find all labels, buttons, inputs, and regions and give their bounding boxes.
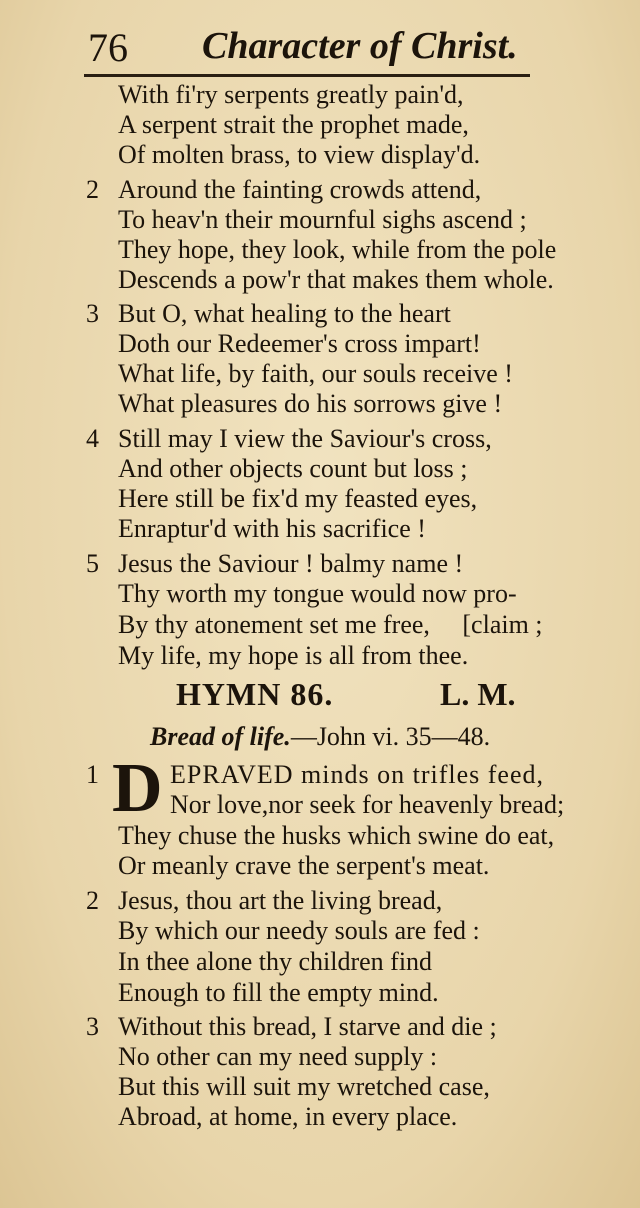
hymn-title: HYMN 86. [176, 676, 334, 712]
stanza-number: 3 [86, 1012, 99, 1041]
verse-line: Or meanly crave the serpent's meat. [118, 851, 490, 880]
verse-line: My life, my hope is all from thee. [118, 641, 469, 670]
verse-line: No other can my need supply : [118, 1042, 438, 1071]
verse-line: By thy atonement set me free, [claim ; [118, 610, 543, 639]
stanza-number: 4 [86, 424, 99, 453]
verse-line: Thy worth my tongue would now pro- [118, 579, 517, 608]
verse-line: Of molten brass, to view display'd. [118, 140, 481, 169]
verse-line: Without this bread, I starve and die ; [118, 1012, 497, 1041]
verse-line: But this will suit my wretched case, [118, 1072, 490, 1101]
verse-line: Descends a pow'r that makes them whole. [118, 265, 554, 294]
verse-line: Around the fainting crowds attend, [118, 175, 482, 204]
verse-line: By which our needy souls are fed : [118, 916, 480, 945]
verse-line: EPRAVED minds on trifles feed, [170, 760, 544, 789]
hymn-theme: Bread of life. [150, 722, 291, 751]
drop-cap: D [112, 750, 163, 827]
verse-line: Jesus, thou art the living bread, [118, 886, 443, 915]
page-number: 76 [88, 25, 128, 70]
verse-line: With fi'ry serpents greatly pain'd, [118, 80, 464, 109]
stanza-number: 1 [86, 760, 99, 789]
stanza-number: 3 [86, 299, 99, 328]
verse-line: A serpent strait the prophet made, [118, 110, 469, 139]
verse-line: Enough to fill the empty mind. [118, 978, 439, 1007]
verse-line: To heav'n their mournful sighs ascend ; [118, 205, 527, 234]
stanza-number: 2 [86, 886, 99, 915]
verse-line: What pleasures do his sorrows give ! [118, 389, 503, 418]
verse-line: In thee alone thy children find [118, 947, 433, 976]
scripture-reference: —John vi. 35—48. [290, 722, 491, 751]
verse-line: Nor love,nor seek for heavenly bread; [170, 790, 565, 819]
verse-line: Still may I view the Saviour's cross, [118, 424, 492, 453]
verse-line: Doth our Redeemer's cross impart! [118, 329, 481, 358]
verse-line: What life, by faith, our souls receive ! [118, 359, 513, 388]
verse-line: Jesus the Saviour ! balmy name ! [118, 549, 464, 578]
page-header [84, 18, 530, 77]
verse-line: Abroad, at home, in every place. [118, 1102, 458, 1131]
running-title: Character of Christ. [202, 25, 518, 67]
verse-line: Here still be fix'd my feasted eyes, [118, 484, 478, 513]
verse-line: But O, what healing to the heart [118, 299, 451, 328]
stanza-number: 5 [86, 549, 99, 578]
hymn-subtitle [150, 722, 490, 752]
verse-line: Enraptur'd with his sacrifice ! [118, 514, 426, 543]
verse-line: And other objects count but loss ; [118, 454, 468, 483]
stanza-number: 2 [86, 175, 99, 204]
verse-line: They hope, they look, while from the pole [118, 235, 557, 264]
hymn-meter: L. M. [440, 676, 516, 712]
verse-line: They chuse the husks which swine do eat, [118, 821, 555, 850]
